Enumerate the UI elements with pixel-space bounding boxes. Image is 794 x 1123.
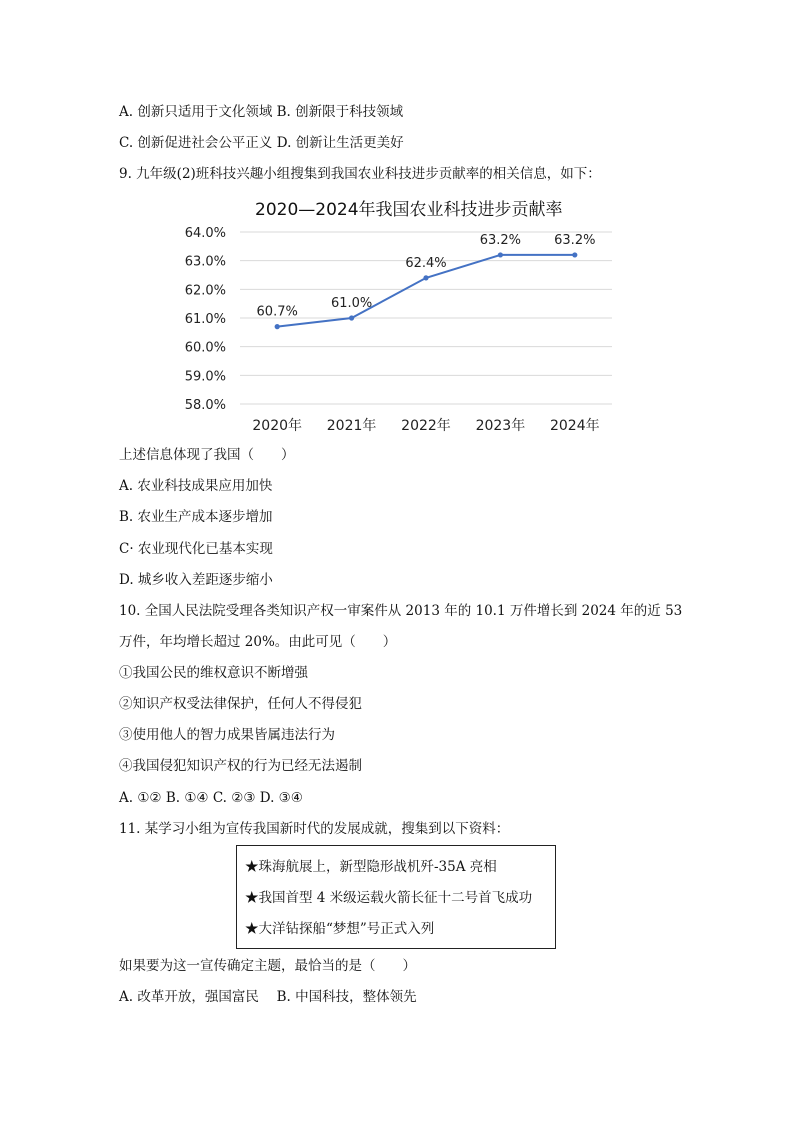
q9-option-d: D. 城乡收入差距逐步缩小 — [119, 572, 273, 588]
q9-option-b: B. 农业生产成本逐步增加 — [119, 509, 273, 525]
x-tick-label: 2022年 — [401, 418, 451, 434]
q11-box-item-1: ★珠海航展上，新型隐形战机歼-35A 亮相 — [245, 859, 497, 875]
q9-option-c: C· 农业现代化已基本实现 — [119, 541, 273, 557]
y-tick-label: 59.0% — [184, 369, 226, 385]
data-point — [349, 315, 354, 320]
q9-option-a: A. 农业科技成果应用加快 — [119, 478, 273, 494]
data-label: 60.7% — [256, 304, 298, 320]
q11-question: 如果要为这一宣传确定主题，最恰当的是（ ） — [119, 958, 416, 974]
q10-statement-2: ②知识产权受法律保护，任何人不得侵犯 — [119, 696, 362, 712]
data-point — [572, 252, 577, 257]
data-label: 61.0% — [330, 296, 373, 311]
y-tick-label: 60.0% — [184, 340, 226, 356]
q10-statement-1: ①我国公民的维权意识不断增强 — [119, 665, 308, 681]
x-tick-label: 2023年 — [475, 418, 526, 434]
chart-title: 2020—2024年我国农业科技进步贡献率 — [255, 200, 563, 220]
data-label: 63.2% — [479, 232, 522, 248]
data-label: 63.2% — [554, 232, 596, 248]
q10-stem-line2: 万件，年均增长超过 20%。由此可见（ ） — [119, 634, 397, 650]
y-tick-label: 58.0% — [184, 398, 226, 413]
y-tick-label: 63.0% — [184, 254, 226, 270]
q10-statement-3: ③使用他人的智力成果皆属违法行为 — [119, 727, 335, 743]
q10-options: A. ①② B. ①④ C. ②③ D. ③④ — [119, 790, 303, 806]
line-chart — [170, 220, 630, 440]
q9-question: 上述信息体现了我国（ ） — [119, 447, 295, 463]
q11-material-box — [236, 845, 556, 949]
x-tick-label: 2021年 — [326, 418, 377, 434]
data-label: 62.4% — [405, 255, 447, 271]
data-point — [498, 252, 503, 257]
x-tick-label: 2020年 — [252, 418, 303, 434]
q11-options: A. 改革开放，强国富民 B. 中国科技，整体领先 — [119, 989, 417, 1005]
data-point — [275, 324, 280, 329]
q8-options-line2: C. 创新促进社会公平正义 D. 创新让生活更美好 — [119, 135, 404, 151]
q10-stem-line1: 10. 全国人民法院受理各类知识产权一审案件从 2013 年的 10.1 万件增长到 2024 年的近 53 — [119, 603, 683, 619]
q10-statement-4: ④我国侵犯知识产权的行为已经无法遏制 — [119, 758, 362, 774]
y-tick-label: 61.0% — [184, 312, 226, 327]
q11-box-item-3: ★大洋钻探船“梦想”号正式入列 — [245, 921, 435, 937]
q11-stem: 11. 某学习小组为宣传我国新时代的发展成就，搜集到以下资料： — [119, 821, 510, 837]
y-tick-label: 64.0% — [184, 226, 226, 241]
x-tick-label: 2024年 — [549, 418, 600, 434]
q9-stem: 9. 九年级(2)班科技兴趣小组搜集到我国农业科技进步贡献率的相关信息，如下： — [119, 166, 601, 182]
q11-box-item-2: ★我国首型 4 米级运载火箭长征十二号首飞成功 — [245, 890, 533, 906]
q8-options-line1: A. 创新只适用于文化领域 B. 创新限于科技领域 — [119, 104, 404, 120]
data-point — [423, 275, 428, 280]
y-tick-label: 62.0% — [184, 283, 226, 299]
